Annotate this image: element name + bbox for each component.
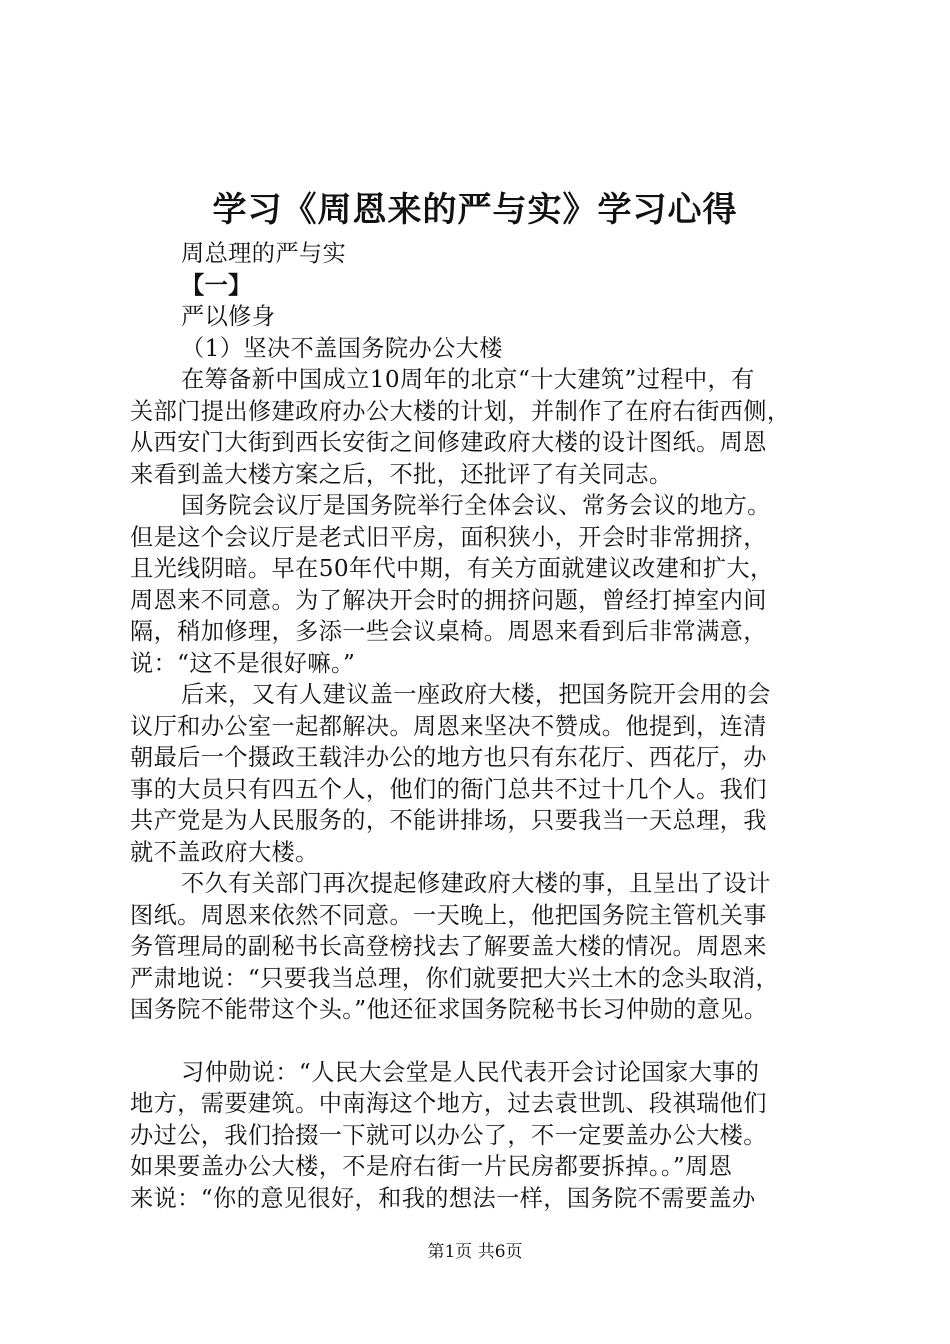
paragraph-line: 说：“这不是很好嘛。” <box>130 649 356 677</box>
paragraph-line: 来看到盖大楼方案之后，不批，还批评了有关同志。 <box>130 460 673 488</box>
document-title: 学习《周恩来的严与实》学习心得 <box>212 190 738 230</box>
paragraph-gap <box>130 1026 850 1057</box>
paragraph-line: 议厅和办公室一起都解决。周恩来坚决不赞成。他提到，连清 <box>130 712 767 740</box>
paragraph-line: 且光线阴暗。早在50年代中期，有关方面就建议改建和扩大， <box>130 555 774 582</box>
paragraph-line: 朝最后一个摄政王载沣办公的地方也只有东花厅、西花厅，办 <box>130 744 767 771</box>
paragraph-1 <box>130 364 850 490</box>
paragraph-line: 周恩来不同意。为了解决开会时的拥挤问题，曾经打掉室内间 <box>130 586 767 614</box>
document-body <box>130 238 850 1214</box>
paragraph-line: 习仲勋说：“人民大会堂是人民代表开会讨论国家大事的 <box>181 1058 760 1086</box>
paragraph-line: 隔，稍加修理，多添一些会议桌椅。周恩来看到后非常满意， <box>130 618 767 645</box>
paragraph-line: 国务院不能带这个头。”他还征求国务院秘书长习仲勋的意见。 <box>130 996 768 1023</box>
page-footer: 第1页 共6页 <box>427 1242 523 1262</box>
paragraph-line: 如果要盖办公大楼，不是府右街一片民房都要拆掉。。”周恩 <box>130 1153 733 1180</box>
paragraph-line: 地方，需要建筑。中南海这个地方，过去袁世凯、段祺瑞他们 <box>130 1090 767 1117</box>
paragraph-2 <box>130 490 850 679</box>
paragraph-line: 国务院会议厅是国务院举行全体会议、常务会议的地方。 <box>181 492 771 519</box>
paragraph-3 <box>130 679 850 868</box>
paragraph-line: 图纸。周恩来依然不同意。一天晚上，他把国务院主管机关事 <box>130 901 767 929</box>
paragraph-line: 在筹备新中国成立10周年的北京“十大建筑”过程中，有 <box>181 366 755 393</box>
paragraph-line: 务管理局的副秘书长高登榜找去了解要盖大楼的情况。周恩来 <box>130 933 767 960</box>
paragraph-line: 不久有关部门再次提起修建政府大楼的事，且呈出了设计 <box>181 870 771 897</box>
paragraph-line: 共产党是为人民服务的，不能讲排场，只要我当一天总理，我 <box>130 807 767 834</box>
paragraph-line: 从西安门大街到西长安街之间修建政府大楼的设计图纸。周恩 <box>130 429 767 456</box>
subsection-heading: 严以修身 <box>181 303 276 330</box>
paragraph-4 <box>130 868 850 1026</box>
section-number: 【一】 <box>181 271 252 299</box>
section-heading: 周总理的严与实 <box>181 240 347 267</box>
paragraph-line: 严肃地说：“只要我当总理，你们就要把大兴土木的念头取消， <box>130 964 780 992</box>
paragraph-line: 后来，又有人建议盖一座政府大楼，把国务院开会用的会 <box>181 681 771 708</box>
paragraph-line: 来说：“你的意见很好，和我的想法一样，国务院不需要盖办 <box>130 1184 756 1212</box>
paragraph-line: 就不盖政府大楼。 <box>130 838 319 866</box>
paragraph-line: 但是这个会议厅是老式旧平房，面积狭小，开会时非常拥挤， <box>130 523 767 551</box>
paragraph-line: 办过公，我们拾掇一下就可以办公了，不一定要盖办公大楼。 <box>130 1121 767 1149</box>
paragraph-5 <box>130 1057 850 1215</box>
item-heading: （1）坚决不盖国务院办公大楼 <box>181 334 503 362</box>
paragraph-line: 关部门提出修建政府办公大楼的计划，并制作了在府右街西侧， <box>130 397 791 425</box>
paragraph-line: 事的大员只有四五个人，他们的衙门总共不过十几个人。我们 <box>130 775 767 803</box>
